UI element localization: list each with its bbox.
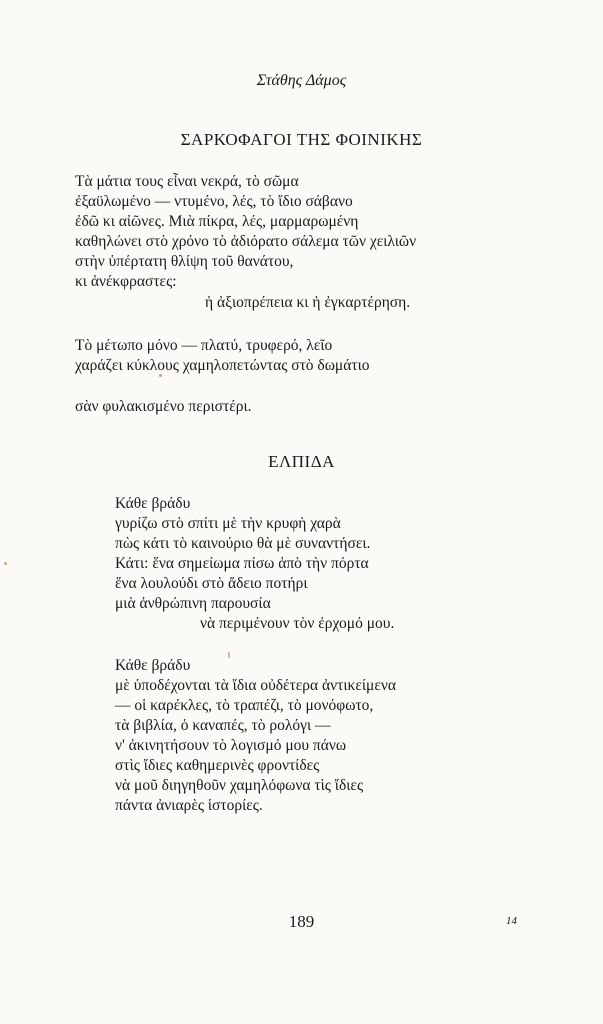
poem-line: — οἱ καρέκλες, τὸ τραπέζι, τὸ μονόφωτο,	[115, 697, 374, 714]
poem-line: κι ἀνέκφραστες:	[75, 273, 177, 290]
poem-line: Κάθε βράδυ	[115, 495, 191, 512]
poem-line: στὶς ἴδιες καθημερινὲς φροντίδες	[115, 757, 320, 774]
poem-line: μὲ ὑποδέχονται τὰ ἴδια οὐδέτερα ἀντικείμενα	[115, 677, 396, 694]
poem-line: νὰ μοῦ διηγηθοῦν χαμηλόφωνα τὶς ἴδιες	[115, 777, 364, 794]
poem-line: καθηλώνει στὸ χρόνο τὸ ἀδιόρατο σάλεμα τῶν χειλιῶν	[75, 233, 417, 250]
poem-line: ἡ ἀξιοπρέπεια κι ἡ ἐγκαρτέρηση.	[205, 294, 411, 311]
author-name: Στάθης Δάμος	[256, 72, 347, 89]
poem-title-elpida: ΕΛΠΙΔΑ	[268, 452, 335, 471]
poem-line: νὰ περιμένουν τὸν ἐρχομό μου.	[200, 615, 395, 632]
poem-line: χαράζει κύκλους χαμηλοπετώντας στὸ δωμάτιο	[75, 357, 370, 374]
poem-line: Κάθε βράδυ	[115, 657, 191, 674]
poem-line: Τὰ μάτια τους εἶναι νεκρά, τὸ σῶμα	[75, 173, 299, 190]
poem-line: πὼς κάτι τὸ καινούριο θὰ μὲ συναντήσει.	[115, 535, 371, 552]
poem-line: γυρίζω στὸ σπίτι μὲ τὴν κρυφὴ χαρὰ	[115, 515, 341, 532]
poem-line: ν' ἀκινητήσουν τὸ λογισμό μου πάνω	[115, 737, 347, 754]
page-number: 189	[288, 912, 315, 931]
poem-line: πάντα ἀνιαρὲς ἱστορίες.	[115, 797, 263, 814]
paper-speck	[228, 652, 230, 658]
poem-line: ἐδῶ κι αἰῶνες. Μιὰ πίκρα, λές, μαρμαρωμένη	[75, 213, 359, 230]
poem-line: Κάτι: ἕνα σημείωμα πίσω ἀπὸ τὴν πόρτα	[115, 555, 369, 572]
poem-line: στὴν ὑπέρτατη θλίψη τοῦ θανάτου,	[75, 253, 294, 270]
paper-speck	[4, 562, 7, 565]
poem-line: Τὸ μέτωπο μόνο — πλατύ, τρυφερό, λεῖο	[75, 337, 333, 354]
poem-title-sarkofagoi: ΣΑΡΚΟΦΑΓΟΙ ΤΗΣ ΦΟΙΝΙΚΗΣ	[180, 130, 423, 149]
poem-line: ἐξαϋλωμένο — ντυμένο, λές, τὸ ἴδιο σάβανο	[75, 193, 353, 210]
poem-line: μιὰ ἀνθρώπινη παρουσία	[115, 595, 271, 612]
poem-line: τὰ βιβλία, ὁ καναπές, τὸ ρολόγι —	[115, 717, 331, 734]
poem-line: ἕνα λουλούδι στὸ ἄδειο ποτήρι	[115, 575, 308, 592]
poem-line: σὰν φυλακισμένο περιστέρι.	[75, 398, 252, 415]
paper-speck	[159, 374, 162, 377]
signature-mark: 14	[506, 915, 517, 927]
